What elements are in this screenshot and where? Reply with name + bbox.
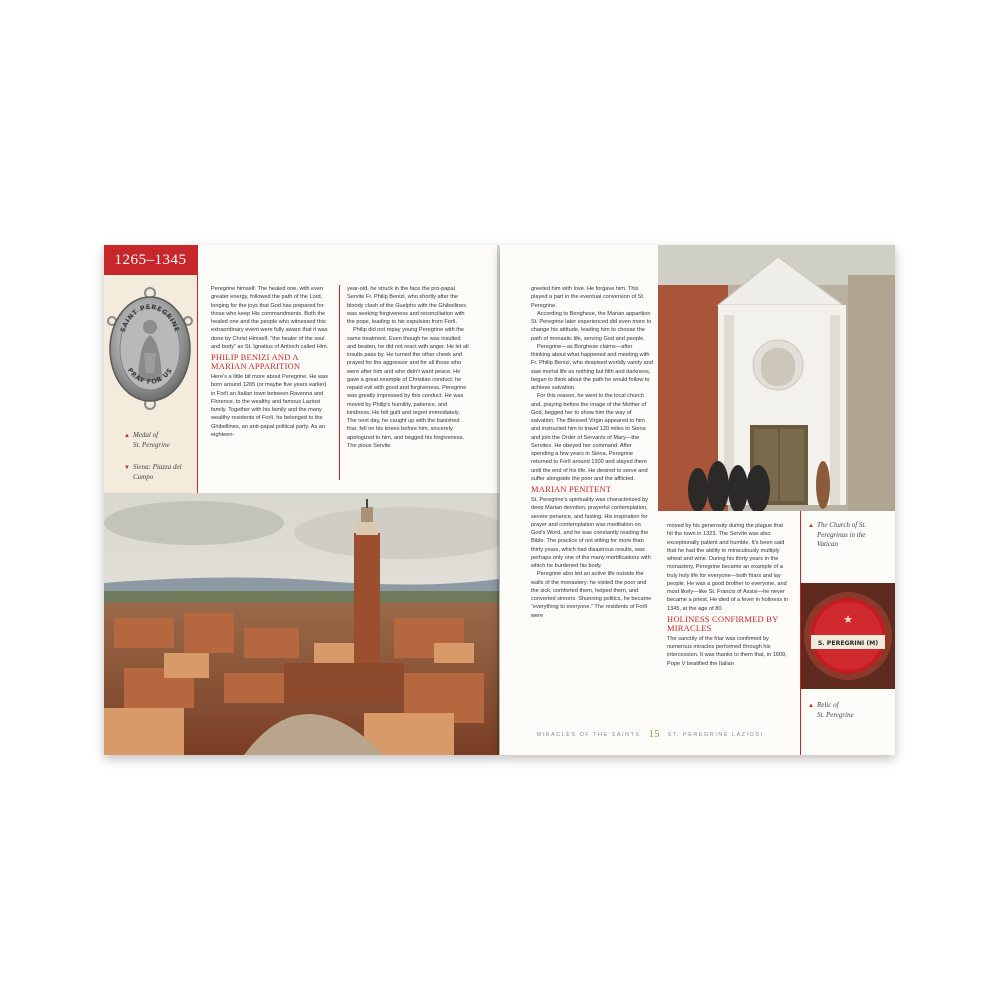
paragraph: Peregrine himself. The healed one, with even greater energy, followed the path of the Lord, longing for the joys that God has prepared for those who keep His commandments. Both the healed one and the people who witnessed this extraordinary event were fully aware that it was done by Christ Himself, “the healer of the soul and body” as St. Ignatius of Antioch called Him. xyxy=(211,286,329,350)
paragraph: St. Peregrine's spirituality was characterized by deep Marian devotion, prayerful contemplation, severe penance, and fasting. His inspiration for prayer and contemplation was meditation on God's Word, and he was constantly reading the Bible. The practice of not sitting for more than thirty years, which had disastrous results, was perhaps only one of the many mortifications with which he burdened his body. xyxy=(531,497,651,569)
paragraph: Peregrine—as Borghese claims—after thinking about what happened and meeting with Fr. Philip Benizi, who despised worldly vanity and saw mortal life as nothing but filth and darkness, began to think about the path he would follow to achieve salvation. xyxy=(531,343,653,391)
page-number: 15 xyxy=(648,728,660,740)
paragraph: For this reason, he went to the local church and, praying before the image of the Mother of God, begged her to show him the way of salvation. The Blessed Virgin appeared to him and instructed him to travel 120 miles to Siena and join the Order of Servants of Mary—the Servites. He obeyed her command. After spending a few years in Siena, Peregrine returned to Forlì around 1300 and stayed there until the end of his life. He desired to serve and suffer alongside the poor and the afflicted. xyxy=(531,393,648,482)
caption-marker: ▼ xyxy=(124,465,130,471)
saint-peregrine-medal-image xyxy=(105,283,195,413)
caption-church: ▲ The Church of St. Peregrinus in the Vatican xyxy=(808,521,867,548)
paragraph: Philip did not repay young Peregrine with the same treatment. Even though he was insulted and beaten, he did not react with anger. He let all insults pass by. He turned the other cheek and prayed for the aggressor and for all those who were after him and who didn't want peace. He gave a great example of Christian conduct; he repaid evil with good and forgiveness. Peregrine was greatly impressed by this conduct. He was moved by Philip's humility, patience, and kindness. He felt guilt and regret immediately. The next day, he caught up with the banished friar, fell on his knees before him, sincerely apologized to him, and begged his forgiveness. The pious Servite xyxy=(347,327,469,449)
left-column-2 xyxy=(347,285,469,450)
svg-text:★: ★ xyxy=(843,613,853,626)
paragraph: Peregrine also led an active life outside the walls of the monastery: he visited the poor and the sick, comforted them, helped them, and converted sinners. Shunning politics, he became “everything to everyone.” The residents of Forlì were xyxy=(531,571,652,619)
heading-holiness-miracles: HOLINESS CONFIRMED BY MIRACLES xyxy=(667,613,779,633)
relic-label: S. PEREGRINI (M) xyxy=(817,640,879,647)
paragraph: year-old, he struck in the face the pro-papal Servite Fr. Philip Benizi, who shortly after the bloody clash of the Guelphs with the Ghibellines was seeking forgiveness and reconciliation with the pope, leading to his expulsion from Forlì. xyxy=(347,286,467,325)
relic-st-peregrine-photo xyxy=(801,583,895,689)
caption-medal: ▲ Medal of St. Peregrine xyxy=(124,431,170,449)
heading-marian-penitent: MARIAN PENITENT xyxy=(531,484,612,494)
caption-marker: ▲ xyxy=(124,433,130,439)
church-st-peregrinus-photo xyxy=(658,245,895,511)
caption-siena: ▼ Siena: Piazza del Campo xyxy=(124,463,182,481)
paragraph: Here's a little bit more about Peregrine. He was born around 1265 (or maybe five years earlier) in Forlì an Italian town between Ravenna and Florence, to the wealthy and famous Laziosi family. Together with his family and the many wealthy residents of Forlì, he belonged to the Ghibellines, an anti-papal political party. As an eighteen- xyxy=(211,374,329,438)
footer-chapter-title: ST. PEREGRINE LAZIOSI xyxy=(667,732,764,738)
left-page xyxy=(104,245,499,755)
paragraph: The sanctity of the friar was confirmed by numerous miracles performed through his intercession. It was thanks to them that, in 1609, Pope V beatified the Italian xyxy=(667,635,787,667)
svg-text:PRAY FOR US: PRAY FOR US xyxy=(125,366,175,386)
heading-philip-benizi: PHILIP BENIZI AND A MARIAN APPARITION xyxy=(211,352,301,371)
paragraph: According to Benghese, the Marian apparition St. Peregrine later experienced did even more to change his attitude, leading him to choose the path of monastic life, serving God and people. xyxy=(531,310,652,342)
svg-text:SAINT PEREGRINE: SAINT PEREGRINE xyxy=(118,302,182,334)
right-column-2 xyxy=(667,522,790,668)
footer-book-title: MIRACLES OF THE SAINTS xyxy=(536,732,641,738)
caption-relic: ▲ Relic of St. Peregrine xyxy=(808,701,854,719)
right-column-1 xyxy=(531,285,653,620)
page-footer xyxy=(500,728,800,740)
red-rule xyxy=(197,245,198,493)
paragraph: moved by his generosity during the plague that hit the town in 1323. The Servite was also exceptionally patient and humble. It's been said that he had the ability to miraculously multiply wheat and wine. During his thirty years in the monastery, Peregrine became an example of a truly holy life for everyone—both friars and lay people. He was a good brother to everyone, and most likely—like St. Francis of Assisi—he never became a priest. He died of a fever in holiness in 1345, at the age of 80. xyxy=(667,523,788,612)
right-page xyxy=(500,245,895,755)
left-column-1 xyxy=(211,285,329,439)
column-rule xyxy=(339,285,340,480)
paragraph: greeted him with love. He forgave him. This played a part in the eventual conversion of St. Peregrine. xyxy=(531,286,645,309)
caption-marker: ▲ xyxy=(808,523,814,529)
date-banner: 1265–1345 xyxy=(104,245,197,275)
caption-marker: ▲ xyxy=(808,703,814,709)
siena-piazza-photo xyxy=(104,493,499,755)
